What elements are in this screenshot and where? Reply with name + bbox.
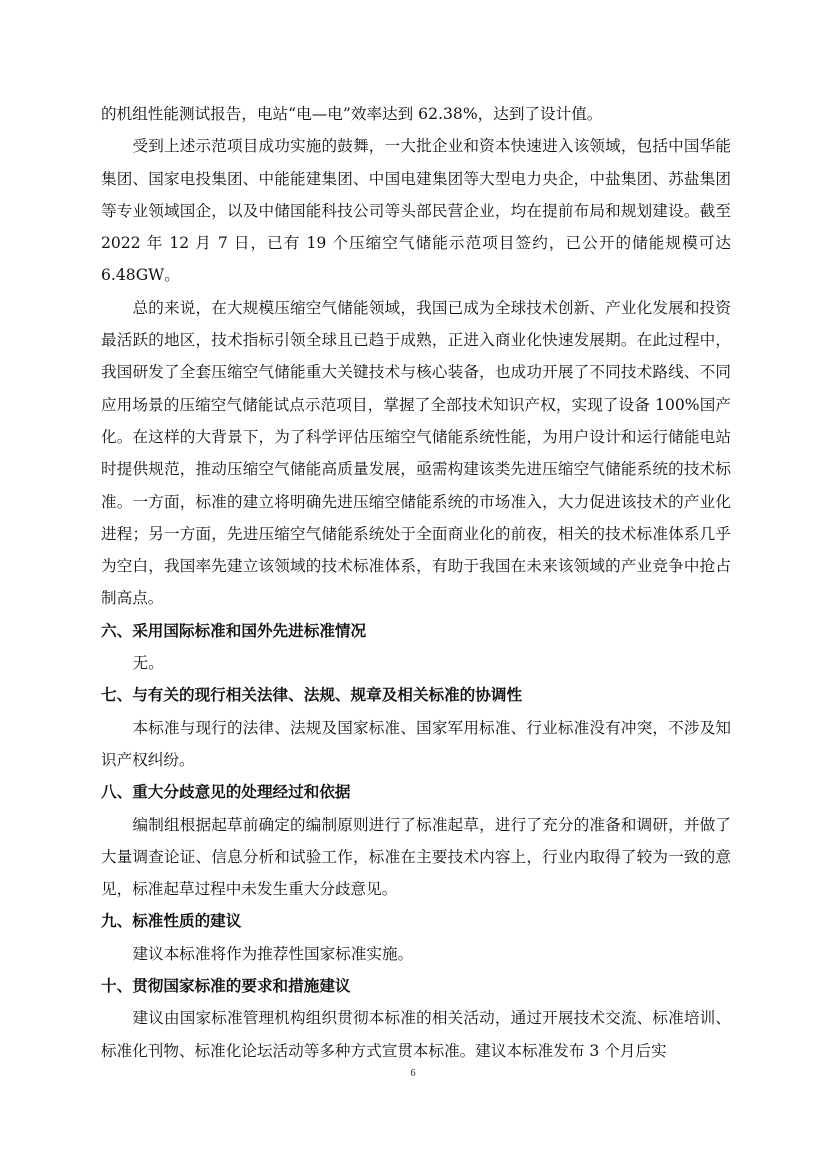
page-number: 6 (410, 1068, 416, 1079)
paragraph-industry-adoption: 受到上述示范项目成功实施的鼓舞，一大批企业和资本快速进入该领域，包括中国华能集团、国家电投集团、中能能建集团、中国电建集团等大型电力央企，中盐集团、苏盐集团等专业领域国企，以及中储国能科技公司等头部民营企业，均在提前布局和规划建设。截至 2022 年 12 月 7 日，已有 19 个压缩空气储能示范项目签约，已公开的储能规模可达 6.48GW。 (101, 137, 731, 285)
paragraph-section-10: 建议由国家标准管理机构组织贯彻本标准的相关活动，通过开展技术交流、标准培训、标准化刊物、标准化论坛活动等多种方式宣贯本标准。建议本标准发布 3 个月后实 (101, 1009, 731, 1060)
section-heading-9: 九、标准性质的建议 (101, 912, 242, 931)
section-heading-8: 八、重大分歧意见的处理经过和依据 (101, 783, 351, 802)
section-heading-7: 七、与有关的现行相关法律、法规、规章及相关标准的协调性 (101, 686, 523, 705)
paragraph-continuation: 的机组性能测试报告，电站“电—电”效率达到 62.38%，达到了设计值。 (101, 105, 603, 123)
paragraph-summary: 总的来说，在大规模压缩空气储能领域，我国已成为全球技术创新、产业化发展和投资最活跃的地区，技术指标引领全球且已趋于成熟，正进入商业化快速发展期。在此过程中，我国研发了全套压缩空气储能重大关键技术与核心装备，也成功开展了不同技术路线、不同应用场景的压缩空气储能试点示范项目，掌握了全部技术知识产权，实现了设备 100%国产化。在这样的大背景下，为了科学评估压缩空气储能系统性能，为用户设计和运行储能电站时提供规范，推动压缩空气储能高质量发展，亟需构建该类先进压缩空气储能系统的技术标准。一方面，标准的建立将明确先进压缩空储能系统的市场准入，大力促进该技术的产业化进程；另一方面，先进压缩空气储能系统处于全面商业化的前夜，相关的技术标准体系几乎为空白，我国率先建立该领域的技术标准体系，有助于我国在未来该领域的产业竞争中抢占制高点。 (101, 298, 731, 608)
section-heading-6: 六、采用国际标准和国外先进标准情况 (101, 621, 367, 640)
section-heading-10: 十、贯彻国家标准的要求和措施建议 (101, 977, 351, 996)
paragraph-section-6: 无。 (132, 654, 164, 673)
paragraph-section-8: 编制组根据起草前确定的编制原则进行了标准起草，进行了充分的准备和调研，并做了大量调查论证、信息分析和试验工作，标准在主要技术内容上，行业内取得了较为一致的意见，标准起草过程中未发生重大分歧意见。 (101, 815, 731, 899)
paragraph-section-9: 建议本标准将作为推荐性国家标准实施。 (132, 944, 414, 963)
paragraph-section-7: 本标准与现行的法律、法规及国家标准、国家军用标准、行业标准没有冲突，不涉及知识产权纠纷。 (101, 718, 731, 769)
document-body (101, 98, 731, 1067)
